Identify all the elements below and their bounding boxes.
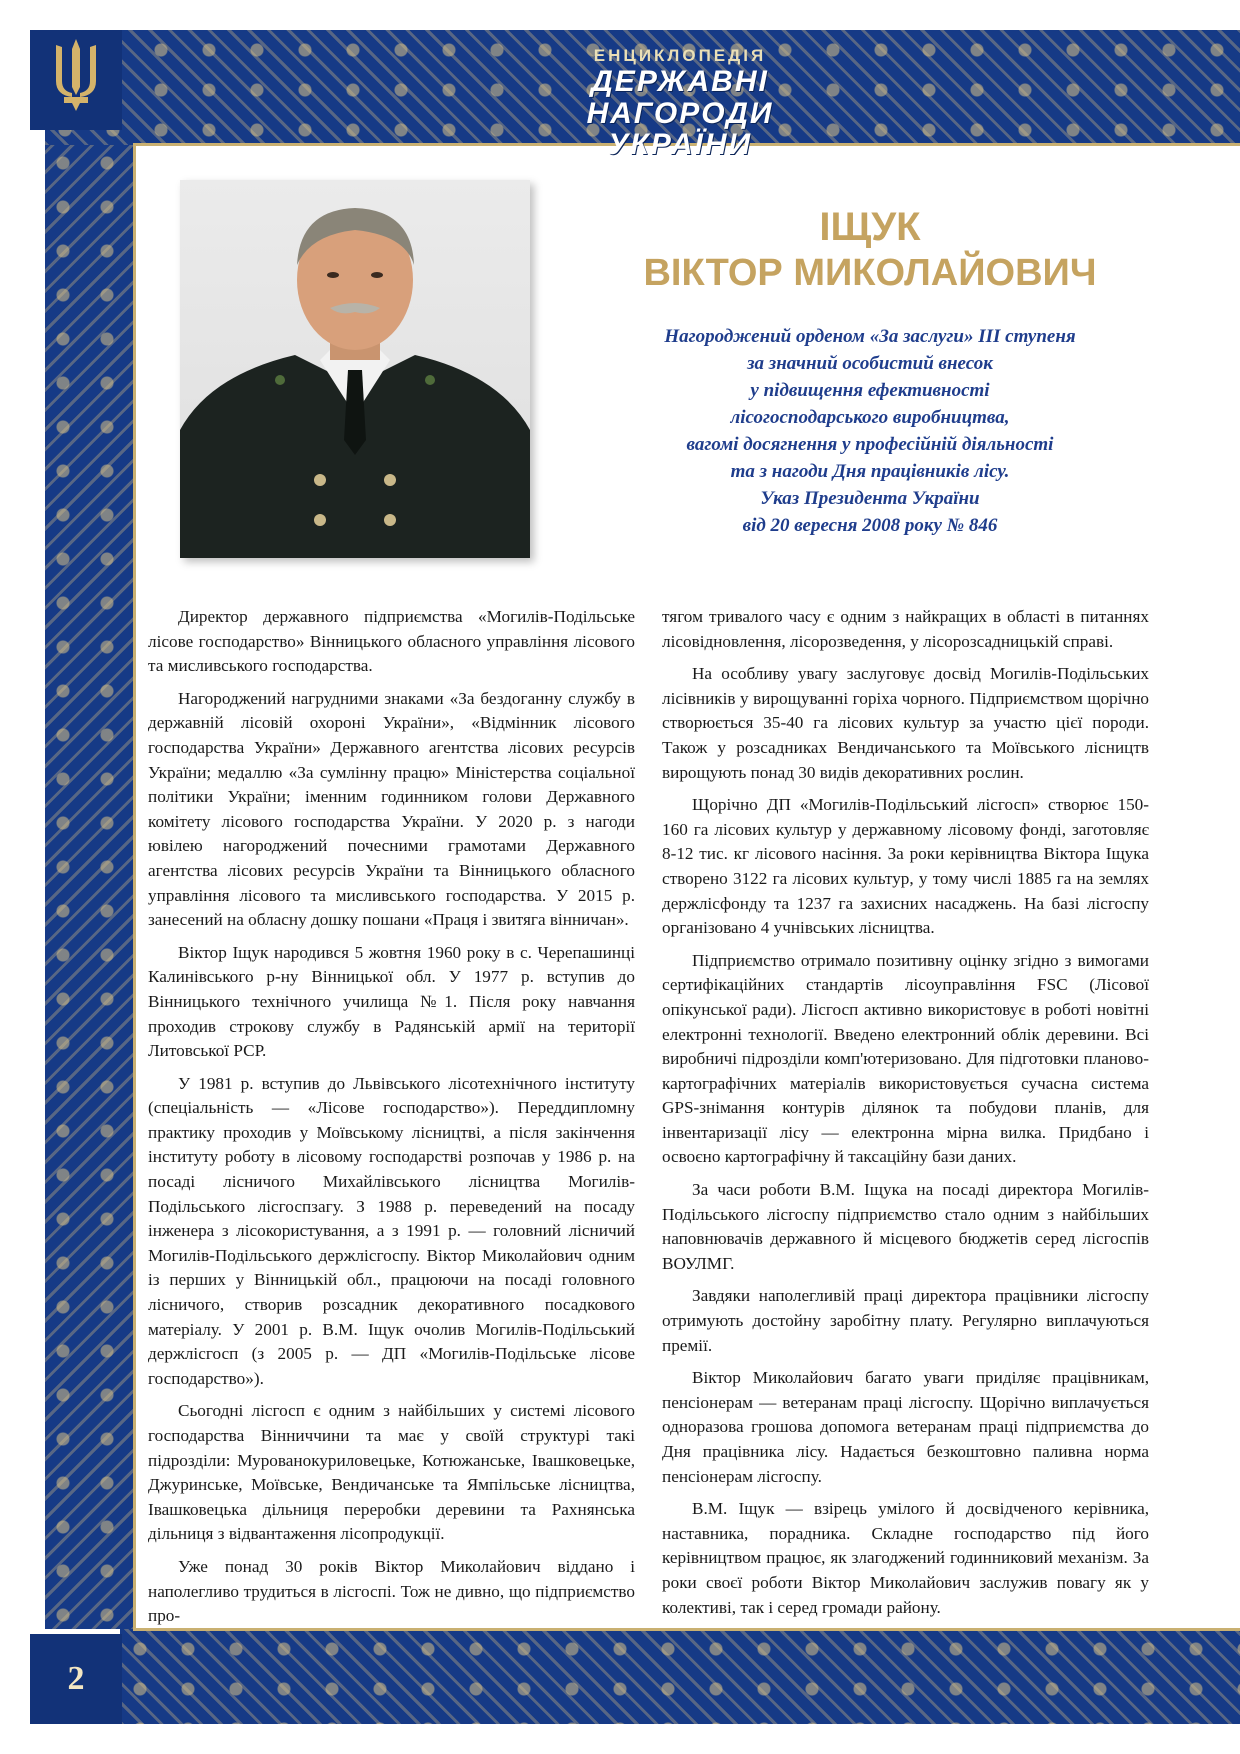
paragraph: Директор державного підприємства «Могилів-Подільське лісове господарство» Вінницького обласного управління лісового та мисливського господарства. <box>148 607 635 676</box>
award-description <box>600 323 1140 539</box>
right-column <box>662 605 1149 1628</box>
header-line-2: ДЕРЖАВНІ НАГОРОДИ <box>586 65 774 130</box>
portrait-photo <box>180 180 530 558</box>
award-line: Указ Президента України <box>760 488 980 509</box>
paragraph: Нагороджений нагрудними знаками «За бездоганну службу в державній лісовій охороні України», «Відмінник лісового господарства України» Державного агентства лісових ресурсів України; медаллю «За сумлінну працю» Міністерства соціальної політики України; іменним годинником голови Державного комітету лісового господарства України. У 2020 р. з нагоди ювілею нагороджений почесними грамотами Державного агентства лісових ресурсів України та Вінницького обласного управління лісового та мисливського господарства. У 2015 р. занесений на обласну дошку пошани «Праця і звитяга вінничан». <box>148 688 635 930</box>
person-full-name: ВІКТОР МИКОЛАЙОВИЧ <box>643 252 1097 294</box>
paragraph: Щорічно ДП «Могилів-Подільський лісгосп» створює 150-160 га лісових культур у державному лісовому фонді, заготовляє 8-12 тис. кг лісового насіння. За роки керівництва Віктора Іщука створено 3122 га лісових культур, у тому числі 1885 га на землях держлісфонду та 1237 га захисних насаджень. На базі лісгоспу організовано 4 учнівських лісництва. <box>662 795 1149 938</box>
award-line: від 20 вересня 2008 року № 846 <box>742 515 998 536</box>
award-line: за значний особистий внесок <box>747 353 993 374</box>
paragraph: За часи роботи В.М. Іщука на посаді директора Могилів-Подільського лісгоспу підприємство стало одним з найбільших наповнювачів державного й місцевого бюджетів серед лісгоспів ВОУЛМГ. <box>662 1180 1149 1273</box>
page-number: 2 <box>67 1660 85 1697</box>
paragraph: В.М. Іщук — взірець умілого й досвідченого керівника, наставника, порадника. Складне господарство під його керівництвом працює, як злагоджений годинниковий механізм. За роки своєї роботи Віктор Миколайович заслужив повагу як у колективі, так і серед громади району. <box>662 1499 1149 1617</box>
encyclopedia-header <box>520 46 840 160</box>
left-column <box>148 605 635 1637</box>
paragraph: Віктор Іщук народився 5 жовтня 1960 року в с. Черепашинці Калинівського р-ну Вінницької обл. У 1977 р. вступив до Вінницького технічного училища №1. Після року навчання проходив строкову службу в Радянській армії на території Литовської РСР. <box>148 942 635 1061</box>
paragraph: Завдяки наполегливій праці директора працівники лісгоспу отримують достойну заробітну плату. Регулярно виплачуються премії. <box>662 1286 1149 1355</box>
award-line: у підвищення ефективності <box>750 380 990 401</box>
award-line: вагомі досягнення у професійній діяльності <box>686 434 1054 455</box>
paragraph: Сьогодні лісгосп є одним з найбільших у системі лісового господарства Вінниччини та має у своїй структурі такі підрозділи: Мурованокуриловецьке, Котюжанське, Івашковецьке, Джуринське, Моївське, Вендичанське та Ямпільське лісництва, Івашковецька дільниця переробки деревини та Рахнянська дільниця з відвантаження лісопродукції. <box>148 1401 635 1544</box>
header-line-3: УКРАЇНИ <box>607 128 753 161</box>
paragraph: Віктор Миколайович багато уваги приділяє працівникам, пенсіонерам — ветеранам праці лісгоспу. Щорічно виплачується одноразова грошова допомога ветеранам праці підприємства до Дня працівника лісу. Надається безкоштовно паливна норма пенсіонерам лісгоспу. <box>662 1368 1149 1486</box>
paragraph: Уже понад 30 років Віктор Миколайович віддано і наполегливо трудиться в лісгоспі. Тож не дивно, що підприємство про- <box>148 1556 635 1626</box>
ornamental-frame-left <box>45 145 135 1629</box>
trident-icon <box>50 35 102 126</box>
award-line: та з нагоди Дня працівників лісу. <box>730 461 1010 482</box>
award-line: Нагороджений орденом «За заслуги» ІІІ ступеня <box>664 326 1076 347</box>
header-line-1: ЕНЦИКЛОПЕДІЯ <box>593 46 767 65</box>
ornamental-frame-bottom <box>120 1629 1240 1724</box>
paragraph: тягом тривалого часу є одним з найкращих в області в питаннях лісовідновлення, лісорозведення, у лісорозсадницькій справі. <box>662 607 1149 651</box>
person-surname: ІЩУК <box>819 205 921 249</box>
paragraph: На особливу увагу заслуговує досвід Могилів-Подільських лісівників у вирощуванні горіха чорного. Підприємством щорічно створюється 35-40 га лісових культур за участю цієї породи. Також у розсадниках Вендичанського та Моївського лісництв вирощують понад 30 видів декоративних рослин. <box>662 664 1149 782</box>
emblem-box <box>30 30 122 130</box>
paragraph: Підприємство отримало позитивну оцінку згідно з вимогами сертифікаційних стандартів лісоуправління FSC (Лісової опікунської ради). Лісгосп активно використовує в роботі новітні електронні технології. Введено електронний облік деревини. Всі виробничі підрозділи комп'ютеризовано. Для підготовки планово-картографічних матеріалів використовується сучасна система GPS-знімання контурів ділянок та побудови планів, для інвентаризації лісу — електронна мірна вилка. Придбано і освоєно картографічну й таксаційну бази даних. <box>662 950 1149 1167</box>
paragraph: У 1981 р. вступив до Львівського лісотехнічного інституту (спеціальність — «Лісове господарство»). Переддипломну практику проходив у Моївському лісництві, а після закінчення інституту роботу в лісовому господарстві розпочав у 1986 р. на посаді лісничого Михайлівського лісництва Могилів-Подільського лісгоспзагу. З 1988 р. переведений на посаду інженера з лісокористування, а з 1991 р. — головний лісничий Могилів-Подільського держлісгоспу. Віктор Миколайович одним із перших у Вінницькій обл., працюючи на посаді головного лісничого, створив розсадник декоративного посадкового матеріалу. У 2001 р. В.М. Іщук очолив Могилів-Подільський держлісгосп (з 2005 р. — ДП «Могилів-Подільське лісове господарство»). <box>148 1073 635 1388</box>
page-number-box <box>30 1634 122 1724</box>
award-line: лісогосподарського виробництва, <box>730 407 1010 428</box>
